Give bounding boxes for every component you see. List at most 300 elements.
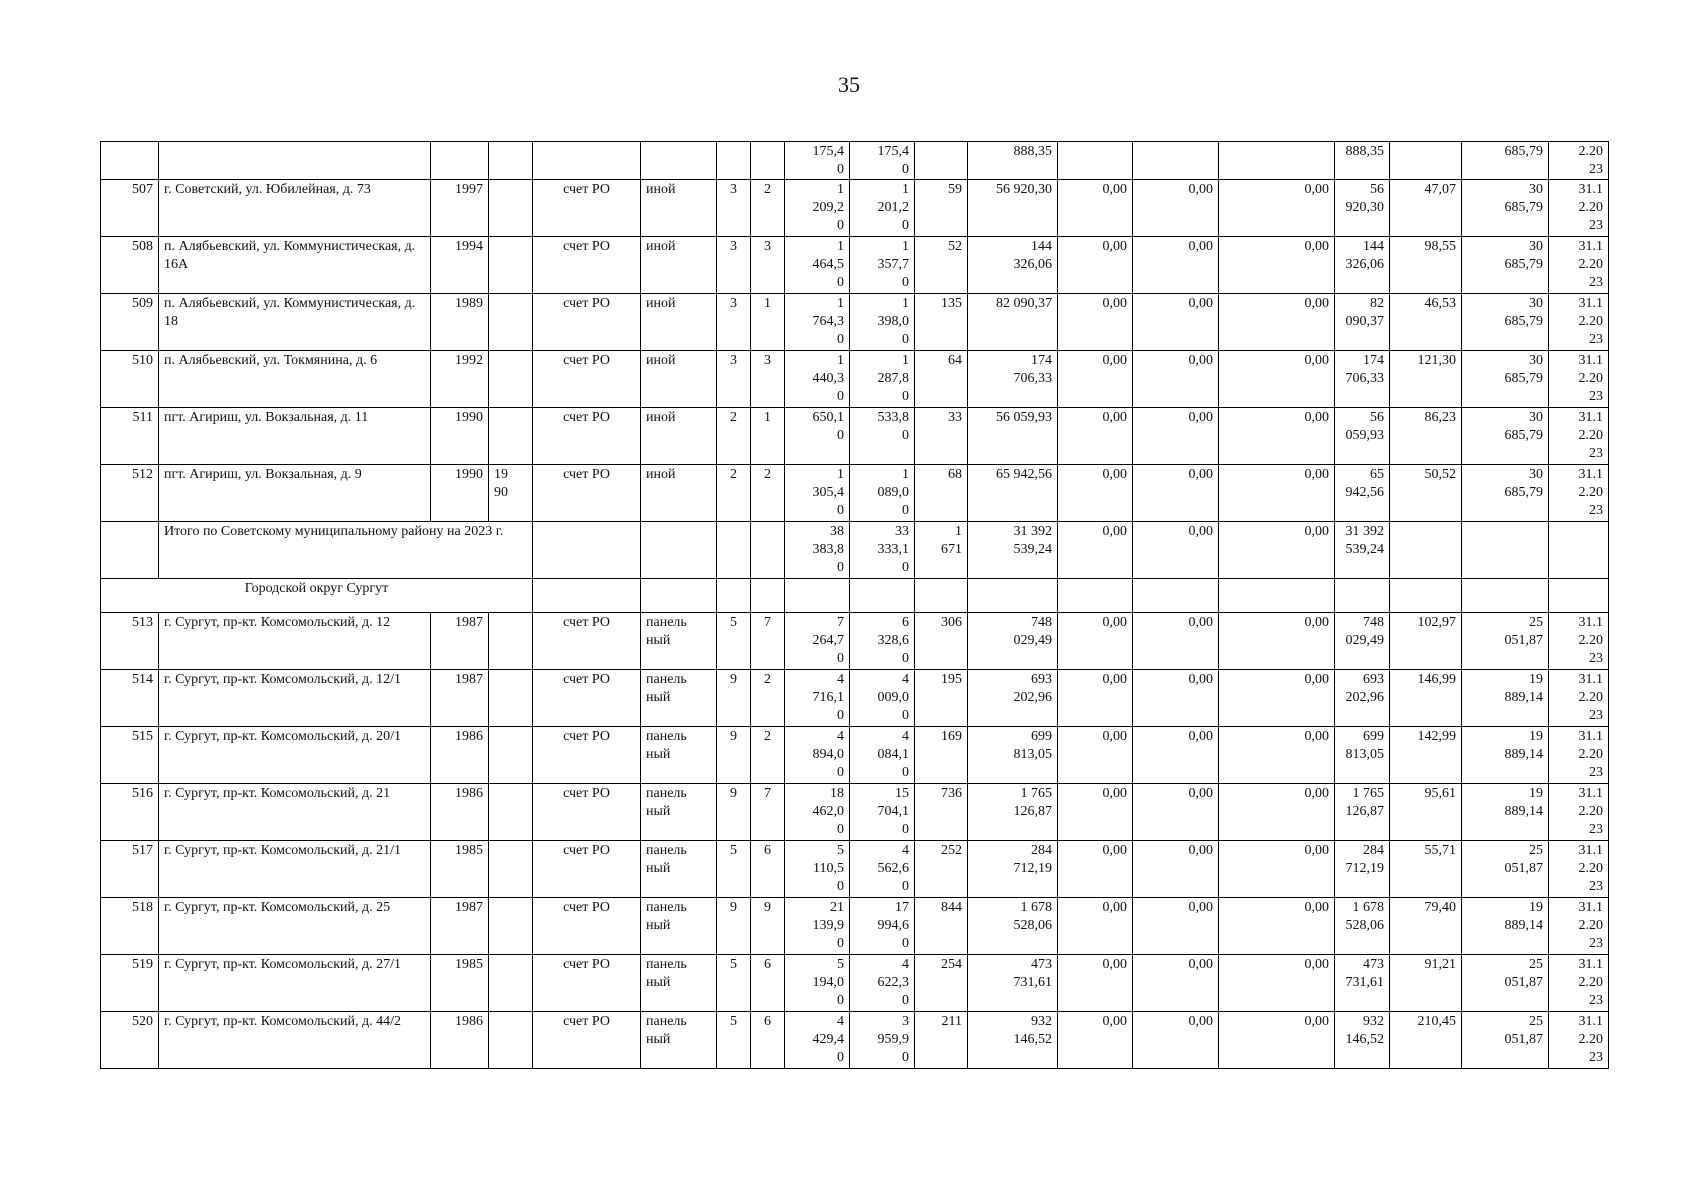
floors-cell: 9	[717, 784, 751, 841]
floors-cell: 5	[717, 841, 751, 898]
empty-cell	[641, 579, 717, 613]
empty-cell	[751, 522, 785, 579]
fund-municipal-cell: 0,00	[1219, 180, 1335, 237]
row-number: 514	[101, 670, 159, 727]
empty-cell	[717, 522, 751, 579]
max-cost-cell: 30 685,79	[1462, 237, 1549, 294]
empty-cell	[1390, 579, 1462, 613]
total-area-cell: 7 264,7 0	[785, 613, 850, 670]
residents-cell: 59	[915, 180, 968, 237]
deadline-cell: 31.1 2.20 23	[1549, 237, 1609, 294]
max-cost-cell: 25 051,87	[1462, 613, 1549, 670]
wall-material-cell: панель ный	[641, 613, 717, 670]
owners-funds-cell: 31 392 539,24	[1335, 522, 1390, 579]
table-row	[101, 898, 1609, 955]
specific-cost-cell: 121,30	[1390, 351, 1462, 408]
address-cell: г. Сургут, пр-кт. Комсомольский, д. 25	[159, 898, 431, 955]
cost-total-cell: 699 813,05	[968, 727, 1058, 784]
fund-municipal-cell: 0,00	[1219, 351, 1335, 408]
entrances-cell: 2	[751, 465, 785, 522]
year-built-cell: 1990	[431, 465, 489, 522]
funding-method-cell: счет РО	[533, 955, 641, 1012]
max-cost-cell: 19 889,14	[1462, 784, 1549, 841]
owners-funds-cell: 932 146,52	[1335, 1012, 1390, 1069]
empty-cell	[1462, 579, 1549, 613]
fund-federal-cell: 0,00	[1058, 465, 1133, 522]
fund-federal-cell: 0,00	[1058, 613, 1133, 670]
funding-method-cell: счет РО	[533, 1012, 641, 1069]
fund-municipal-cell: 0,00	[1219, 465, 1335, 522]
specific-cost-cell: 146,99	[1390, 670, 1462, 727]
owners-funds-cell: 82 090,37	[1335, 294, 1390, 351]
cost-total-cell: 56 059,93	[968, 408, 1058, 465]
floors-cell: 5	[717, 955, 751, 1012]
specific-cost-cell: 102,97	[1390, 613, 1462, 670]
specific-cost-cell: 79,40	[1390, 898, 1462, 955]
max-cost-cell: 30 685,79	[1462, 408, 1549, 465]
entrances-cell: 1	[751, 294, 785, 351]
address-cell: г. Сургут, пр-кт. Комсомольский, д. 12	[159, 613, 431, 670]
cost-total-cell: 65 942,56	[968, 465, 1058, 522]
year-commission-cell	[489, 784, 533, 841]
fund-municipal-cell: 0,00	[1219, 727, 1335, 784]
deadline-cell: 31.1 2.20 23	[1549, 180, 1609, 237]
cost-total-cell: 693 202,96	[968, 670, 1058, 727]
fund-municipal-cell: 0,00	[1219, 841, 1335, 898]
fund-federal-cell: 0,00	[1058, 841, 1133, 898]
deadline-cell: 31.1 2.20 23	[1549, 294, 1609, 351]
table-row	[101, 727, 1609, 784]
specific-cost-cell: 142,99	[1390, 727, 1462, 784]
owners-funds-cell: 1 678 528,06	[1335, 898, 1390, 955]
max-cost-cell: 19 889,14	[1462, 727, 1549, 784]
year-commission-cell	[489, 237, 533, 294]
entrances-cell: 9	[751, 898, 785, 955]
fund-federal-cell: 0,00	[1058, 898, 1133, 955]
living-area-cell: 4 009,0 0	[850, 670, 915, 727]
fund-regional-cell: 0,00	[1133, 1012, 1219, 1069]
total-area-cell: 4 716,1 0	[785, 670, 850, 727]
year-built-cell: 1985	[431, 955, 489, 1012]
floors-cell: 2	[717, 465, 751, 522]
living-area-cell: 4 622,3 0	[850, 955, 915, 1012]
owners-funds-cell: 144 326,06	[1335, 237, 1390, 294]
row-number: 508	[101, 237, 159, 294]
funding-method-cell: счет РО	[533, 613, 641, 670]
funding-method-cell: счет РО	[533, 784, 641, 841]
row-number: 516	[101, 784, 159, 841]
floors-cell: 5	[717, 1012, 751, 1069]
fund-regional-cell	[1133, 142, 1219, 180]
empty-cell	[1133, 579, 1219, 613]
floors-cell: 3	[717, 351, 751, 408]
specific-cost-cell: 50,52	[1390, 465, 1462, 522]
max-cost-cell: 25 051,87	[1462, 955, 1549, 1012]
repair-program-table	[100, 141, 1609, 1069]
empty-cell	[785, 579, 850, 613]
fund-regional-cell: 0,00	[1133, 351, 1219, 408]
empty-cell	[968, 579, 1058, 613]
cost-total-cell: 888,35	[968, 142, 1058, 180]
fund-federal-cell: 0,00	[1058, 351, 1133, 408]
year-commission-cell	[489, 351, 533, 408]
year-built-cell: 1986	[431, 784, 489, 841]
table-row	[101, 180, 1609, 237]
year-commission-cell	[489, 898, 533, 955]
year-built-cell: 1986	[431, 1012, 489, 1069]
total-area-cell: 18 462,0 0	[785, 784, 850, 841]
residents-cell: 169	[915, 727, 968, 784]
cost-total-cell: 82 090,37	[968, 294, 1058, 351]
entrances-cell: 1	[751, 408, 785, 465]
row-number: 515	[101, 727, 159, 784]
section-header-row	[101, 579, 1609, 613]
year-commission-cell: 19 90	[489, 465, 533, 522]
living-area-cell: 1 357,7 0	[850, 237, 915, 294]
year-commission-cell	[489, 613, 533, 670]
total-area-cell: 1 305,4 0	[785, 465, 850, 522]
table-row	[101, 613, 1609, 670]
year-commission-cell	[489, 294, 533, 351]
floors-cell: 5	[717, 613, 751, 670]
wall-material-cell: иной	[641, 465, 717, 522]
deadline-cell: 31.1 2.20 23	[1549, 727, 1609, 784]
cost-total-cell: 1 678 528,06	[968, 898, 1058, 955]
year-built-cell: 1985	[431, 841, 489, 898]
owners-funds-cell: 888,35	[1335, 142, 1390, 180]
owners-funds-cell: 284 712,19	[1335, 841, 1390, 898]
table-row	[101, 237, 1609, 294]
year-built-cell: 1987	[431, 670, 489, 727]
address-cell: г. Советский, ул. Юбилейная, д. 73	[159, 180, 431, 237]
floors-cell: 2	[717, 408, 751, 465]
year-built-cell: 1990	[431, 408, 489, 465]
owners-funds-cell: 1 765 126,87	[1335, 784, 1390, 841]
deadline-cell: 31.1 2.20 23	[1549, 670, 1609, 727]
max-cost-cell: 30 685,79	[1462, 180, 1549, 237]
year-commission-cell	[489, 670, 533, 727]
fund-regional-cell: 0,00	[1133, 294, 1219, 351]
fund-regional-cell: 0,00	[1133, 522, 1219, 579]
fund-regional-cell: 0,00	[1133, 898, 1219, 955]
year-commission-cell	[489, 1012, 533, 1069]
table-row	[101, 784, 1609, 841]
wall-material-cell: панель ный	[641, 841, 717, 898]
owners-funds-cell: 473 731,61	[1335, 955, 1390, 1012]
fund-federal-cell: 0,00	[1058, 294, 1133, 351]
empty-cell	[533, 522, 641, 579]
year-built-cell: 1989	[431, 294, 489, 351]
entrances-cell: 6	[751, 1012, 785, 1069]
row-number: 520	[101, 1012, 159, 1069]
wall-material-cell: панель ный	[641, 670, 717, 727]
floors-cell: 9	[717, 727, 751, 784]
residents-cell: 195	[915, 670, 968, 727]
fund-regional-cell: 0,00	[1133, 727, 1219, 784]
specific-cost-cell: 46,53	[1390, 294, 1462, 351]
residents-cell: 252	[915, 841, 968, 898]
residents-cell	[915, 142, 968, 180]
row-number: 507	[101, 180, 159, 237]
empty-cell	[1390, 522, 1462, 579]
table-row	[101, 670, 1609, 727]
residents-cell: 135	[915, 294, 968, 351]
residents-cell: 844	[915, 898, 968, 955]
address-cell: п. Алябьевский, ул. Коммунистическая, д. 18	[159, 294, 431, 351]
year-built-cell: 1992	[431, 351, 489, 408]
year-commission-cell	[489, 408, 533, 465]
residents-cell: 68	[915, 465, 968, 522]
empty-cell	[1335, 579, 1390, 613]
total-area-cell: 1 440,3 0	[785, 351, 850, 408]
owners-funds-cell: 693 202,96	[1335, 670, 1390, 727]
row-number: 509	[101, 294, 159, 351]
entrances-cell: 7	[751, 613, 785, 670]
address-cell: пгт. Агириш, ул. Вокзальная, д. 11	[159, 408, 431, 465]
table-row	[101, 351, 1609, 408]
max-cost-cell: 30 685,79	[1462, 294, 1549, 351]
year-built-cell: 1987	[431, 613, 489, 670]
funding-method-cell: счет РО	[533, 841, 641, 898]
entrances-cell: 2	[751, 670, 785, 727]
fund-federal-cell: 0,00	[1058, 237, 1133, 294]
entrances-cell: 2	[751, 727, 785, 784]
total-area-cell: 1 209,2 0	[785, 180, 850, 237]
cost-total-cell: 174 706,33	[968, 351, 1058, 408]
empty-cell	[915, 579, 968, 613]
empty-cell	[1549, 522, 1609, 579]
funding-method-cell: счет РО	[533, 670, 641, 727]
address-cell: г. Сургут, пр-кт. Комсомольский, д. 27/1	[159, 955, 431, 1012]
subtotal-label: Итого по Советскому муниципальному району на 2023 г.	[159, 522, 533, 579]
fund-federal-cell: 0,00	[1058, 522, 1133, 579]
cost-total-cell: 56 920,30	[968, 180, 1058, 237]
living-area-cell: 175,4 0	[850, 142, 915, 180]
floors-cell: 9	[717, 670, 751, 727]
empty-cell	[850, 579, 915, 613]
living-area-cell: 33 333,1 0	[850, 522, 915, 579]
row-number: 513	[101, 613, 159, 670]
specific-cost-cell: 98,55	[1390, 237, 1462, 294]
entrances-cell: 3	[751, 237, 785, 294]
residents-cell: 736	[915, 784, 968, 841]
address-cell: г. Сургут, пр-кт. Комсомольский, д. 21	[159, 784, 431, 841]
page-number: 35	[838, 72, 860, 97]
table-row	[101, 408, 1609, 465]
residents-cell: 254	[915, 955, 968, 1012]
subtotal-row	[101, 522, 1609, 579]
deadline-cell: 31.1 2.20 23	[1549, 841, 1609, 898]
residents-cell: 211	[915, 1012, 968, 1069]
deadline-cell: 2.20 23	[1549, 142, 1609, 180]
residents-cell: 306	[915, 613, 968, 670]
deadline-cell: 31.1 2.20 23	[1549, 613, 1609, 670]
wall-material-cell: иной	[641, 408, 717, 465]
floors-cell	[717, 142, 751, 180]
living-area-cell: 533,8 0	[850, 408, 915, 465]
cost-total-cell: 144 326,06	[968, 237, 1058, 294]
fund-municipal-cell: 0,00	[1219, 955, 1335, 1012]
cost-total-cell: 31 392 539,24	[968, 522, 1058, 579]
year-built-cell: 1997	[431, 180, 489, 237]
fund-municipal-cell: 0,00	[1219, 1012, 1335, 1069]
fund-regional-cell: 0,00	[1133, 670, 1219, 727]
specific-cost-cell: 210,45	[1390, 1012, 1462, 1069]
address-cell: г. Сургут, пр-кт. Комсомольский, д. 20/1	[159, 727, 431, 784]
living-area-cell: 1 398,0 0	[850, 294, 915, 351]
fund-regional-cell: 0,00	[1133, 841, 1219, 898]
year-built-cell	[431, 142, 489, 180]
empty-cell	[1219, 579, 1335, 613]
max-cost-cell: 25 051,87	[1462, 841, 1549, 898]
funding-method-cell: счет РО	[533, 727, 641, 784]
cost-total-cell: 932 146,52	[968, 1012, 1058, 1069]
fund-municipal-cell: 0,00	[1219, 522, 1335, 579]
empty-cell	[1058, 579, 1133, 613]
total-area-cell: 1 464,5 0	[785, 237, 850, 294]
row-number: 518	[101, 898, 159, 955]
empty-cell	[751, 579, 785, 613]
residents-cell: 1 671	[915, 522, 968, 579]
funding-method-cell: счет РО	[533, 408, 641, 465]
table-row	[101, 841, 1609, 898]
total-area-cell: 38 383,8 0	[785, 522, 850, 579]
living-area-cell: 1 089,0 0	[850, 465, 915, 522]
wall-material-cell: панель ный	[641, 727, 717, 784]
owners-funds-cell: 56 920,30	[1335, 180, 1390, 237]
address-cell: пгт. Агириш, ул. Вокзальная, д. 9	[159, 465, 431, 522]
fund-municipal-cell: 0,00	[1219, 294, 1335, 351]
wall-material-cell: иной	[641, 237, 717, 294]
address-cell: г. Сургут, пр-кт. Комсомольский, д. 12/1	[159, 670, 431, 727]
living-area-cell: 6 328,6 0	[850, 613, 915, 670]
total-area-cell: 175,4 0	[785, 142, 850, 180]
fund-federal-cell	[1058, 142, 1133, 180]
fund-federal-cell: 0,00	[1058, 670, 1133, 727]
table-row	[101, 294, 1609, 351]
max-cost-cell: 685,79	[1462, 142, 1549, 180]
empty-cell	[641, 522, 717, 579]
residents-cell: 64	[915, 351, 968, 408]
year-commission-cell	[489, 142, 533, 180]
total-area-cell: 4 894,0 0	[785, 727, 850, 784]
specific-cost-cell: 47,07	[1390, 180, 1462, 237]
specific-cost-cell: 91,21	[1390, 955, 1462, 1012]
fund-federal-cell: 0,00	[1058, 784, 1133, 841]
total-area-cell: 4 429,4 0	[785, 1012, 850, 1069]
empty-cell	[717, 579, 751, 613]
entrances-cell: 6	[751, 955, 785, 1012]
living-area-cell: 4 084,1 0	[850, 727, 915, 784]
fund-regional-cell: 0,00	[1133, 955, 1219, 1012]
entrances-cell	[751, 142, 785, 180]
entrances-cell: 2	[751, 180, 785, 237]
living-area-cell: 17 994,6 0	[850, 898, 915, 955]
floors-cell: 3	[717, 294, 751, 351]
living-area-cell: 15 704,1 0	[850, 784, 915, 841]
funding-method-cell: счет РО	[533, 237, 641, 294]
cost-total-cell: 748 029,49	[968, 613, 1058, 670]
address-cell: п. Алябьевский, ул. Токмянина, д. 6	[159, 351, 431, 408]
fund-municipal-cell: 0,00	[1219, 670, 1335, 727]
residents-cell: 33	[915, 408, 968, 465]
row-number: 510	[101, 351, 159, 408]
living-area-cell: 4 562,6 0	[850, 841, 915, 898]
living-area-cell: 1 201,2 0	[850, 180, 915, 237]
max-cost-cell: 30 685,79	[1462, 351, 1549, 408]
floors-cell: 3	[717, 237, 751, 294]
empty-cell	[533, 579, 641, 613]
floors-cell: 9	[717, 898, 751, 955]
row-number: 512	[101, 465, 159, 522]
total-area-cell: 650,1 0	[785, 408, 850, 465]
table-row	[101, 142, 1609, 180]
deadline-cell: 31.1 2.20 23	[1549, 784, 1609, 841]
row-number: 517	[101, 841, 159, 898]
total-area-cell: 5 194,0 0	[785, 955, 850, 1012]
deadline-cell: 31.1 2.20 23	[1549, 955, 1609, 1012]
cost-total-cell: 1 765 126,87	[968, 784, 1058, 841]
fund-municipal-cell: 0,00	[1219, 784, 1335, 841]
cost-total-cell: 284 712,19	[968, 841, 1058, 898]
specific-cost-cell: 55,71	[1390, 841, 1462, 898]
owners-funds-cell: 748 029,49	[1335, 613, 1390, 670]
address-cell: г. Сургут, пр-кт. Комсомольский, д. 21/1	[159, 841, 431, 898]
max-cost-cell: 19 889,14	[1462, 670, 1549, 727]
row-number	[101, 142, 159, 180]
wall-material-cell: панель ный	[641, 1012, 717, 1069]
table-row	[101, 1012, 1609, 1069]
fund-regional-cell: 0,00	[1133, 237, 1219, 294]
address-cell	[159, 142, 431, 180]
deadline-cell: 31.1 2.20 23	[1549, 465, 1609, 522]
max-cost-cell: 25 051,87	[1462, 1012, 1549, 1069]
floors-cell: 3	[717, 180, 751, 237]
deadline-cell: 31.1 2.20 23	[1549, 408, 1609, 465]
specific-cost-cell	[1390, 142, 1462, 180]
row-number: 511	[101, 408, 159, 465]
address-cell: п. Алябьевский, ул. Коммунистическая, д. 16А	[159, 237, 431, 294]
fund-federal-cell: 0,00	[1058, 955, 1133, 1012]
wall-material-cell: иной	[641, 351, 717, 408]
wall-material-cell: панель ный	[641, 898, 717, 955]
living-area-cell: 3 959,9 0	[850, 1012, 915, 1069]
year-commission-cell	[489, 180, 533, 237]
fund-regional-cell: 0,00	[1133, 613, 1219, 670]
deadline-cell: 31.1 2.20 23	[1549, 898, 1609, 955]
owners-funds-cell: 174 706,33	[1335, 351, 1390, 408]
funding-method-cell: счет РО	[533, 294, 641, 351]
total-area-cell: 1 764,3 0	[785, 294, 850, 351]
entrances-cell: 7	[751, 784, 785, 841]
living-area-cell: 1 287,8 0	[850, 351, 915, 408]
owners-funds-cell: 56 059,93	[1335, 408, 1390, 465]
fund-municipal-cell	[1219, 142, 1335, 180]
total-area-cell: 5 110,5 0	[785, 841, 850, 898]
wall-material-cell: панель ный	[641, 784, 717, 841]
funding-method-cell: счет РО	[533, 351, 641, 408]
funding-method-cell	[533, 142, 641, 180]
year-built-cell: 1987	[431, 898, 489, 955]
row-number	[101, 522, 159, 579]
year-commission-cell	[489, 727, 533, 784]
fund-federal-cell: 0,00	[1058, 180, 1133, 237]
specific-cost-cell: 95,61	[1390, 784, 1462, 841]
wall-material-cell: иной	[641, 294, 717, 351]
entrances-cell: 6	[751, 841, 785, 898]
owners-funds-cell: 699 813,05	[1335, 727, 1390, 784]
wall-material-cell: иной	[641, 180, 717, 237]
